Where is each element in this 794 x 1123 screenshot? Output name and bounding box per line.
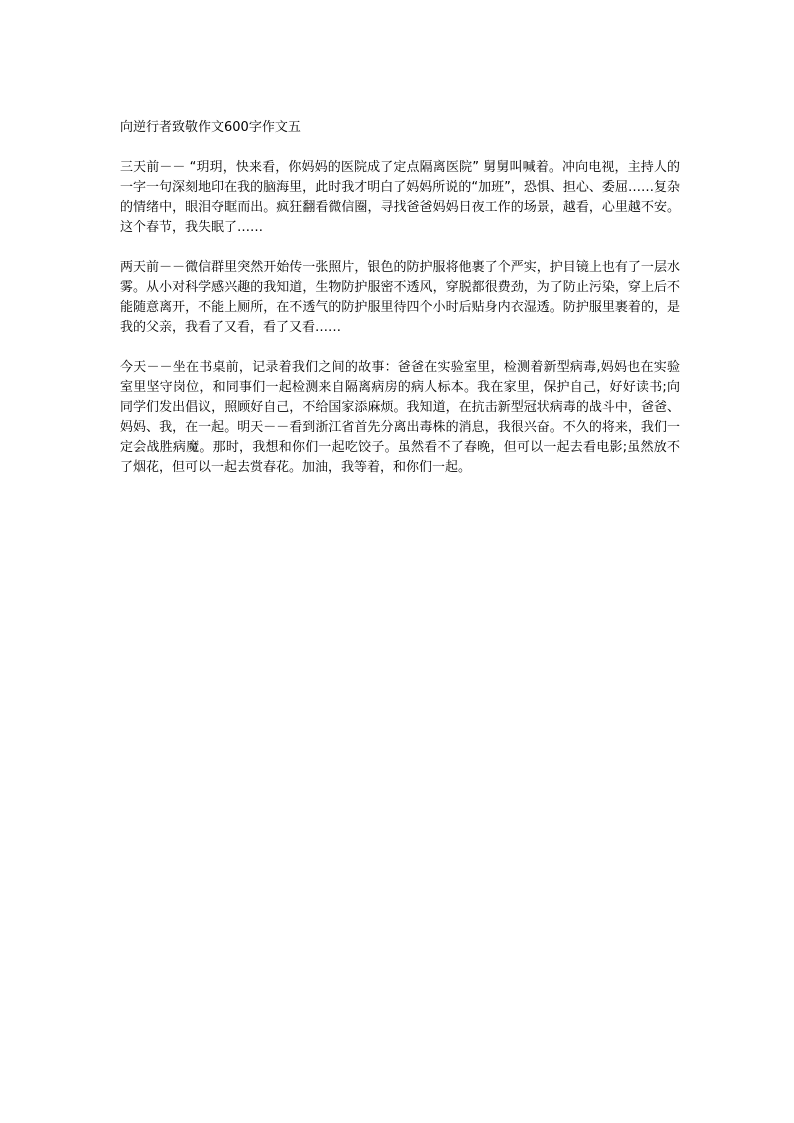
paragraph-today: 今天－－坐在书桌前，记录着我们之间的故事：爸爸在实验室里，检测着新型病毒,妈妈也在实验室里坚守岗位，和同事们一起检测来自隔离病房的病人标本。我在家里，保护自己，好好读书;向同学们发出倡议，照顾好自己，不给国家添麻烦。我知道，在抗击新型冠状病毒的战斗中，爸爸、妈妈、我，在一起。明天－－看到浙江省首先分离出毒株的消息，我很兴奋。不久的将来，我们一定会战胜病魔。那时，我想和你们一起吃饺子。虽然看不了春晚，但可以一起去看电影;虽然放不了烟花，但可以一起去赏春花。加油，我等着，和你们一起。 [120, 360, 680, 475]
document-title: 向逆行者致敬作文600字作文五 [120, 120, 301, 135]
paragraph-two-days-ago: 两天前－－微信群里突然开始传一张照片，银色的防护服将他裹了个严实，护目镜上也有了一层水雾。从小对科学感兴趣的我知道，生物防护服密不透风，穿脱都很费劲，为了防止污染，穿上后不能随意离开，不能上厕所，在不透气的防护服里待四个小时后贴身内衣湿透。防护服里裹着的，是我的父亲，我看了又看，看了又看…… [120, 260, 680, 335]
paragraph-three-days-ago: 三天前－－ “玥玥，快来看，你妈妈的医院成了定点隔离医院” 舅舅叫喊着。冲向电视，主持人的一字一句深刻地印在我的脑海里，此时我才明白了妈妈所说的“加班”，恐惧、担心、委屈……复杂的情绪中，眼泪夺眶而出。疯狂翻看微信圈，寻找爸爸妈妈日夜工作的场景，越看，心里越不安。这个春节，我失眠了…… [120, 160, 680, 235]
document-body [120, 118, 680, 498]
